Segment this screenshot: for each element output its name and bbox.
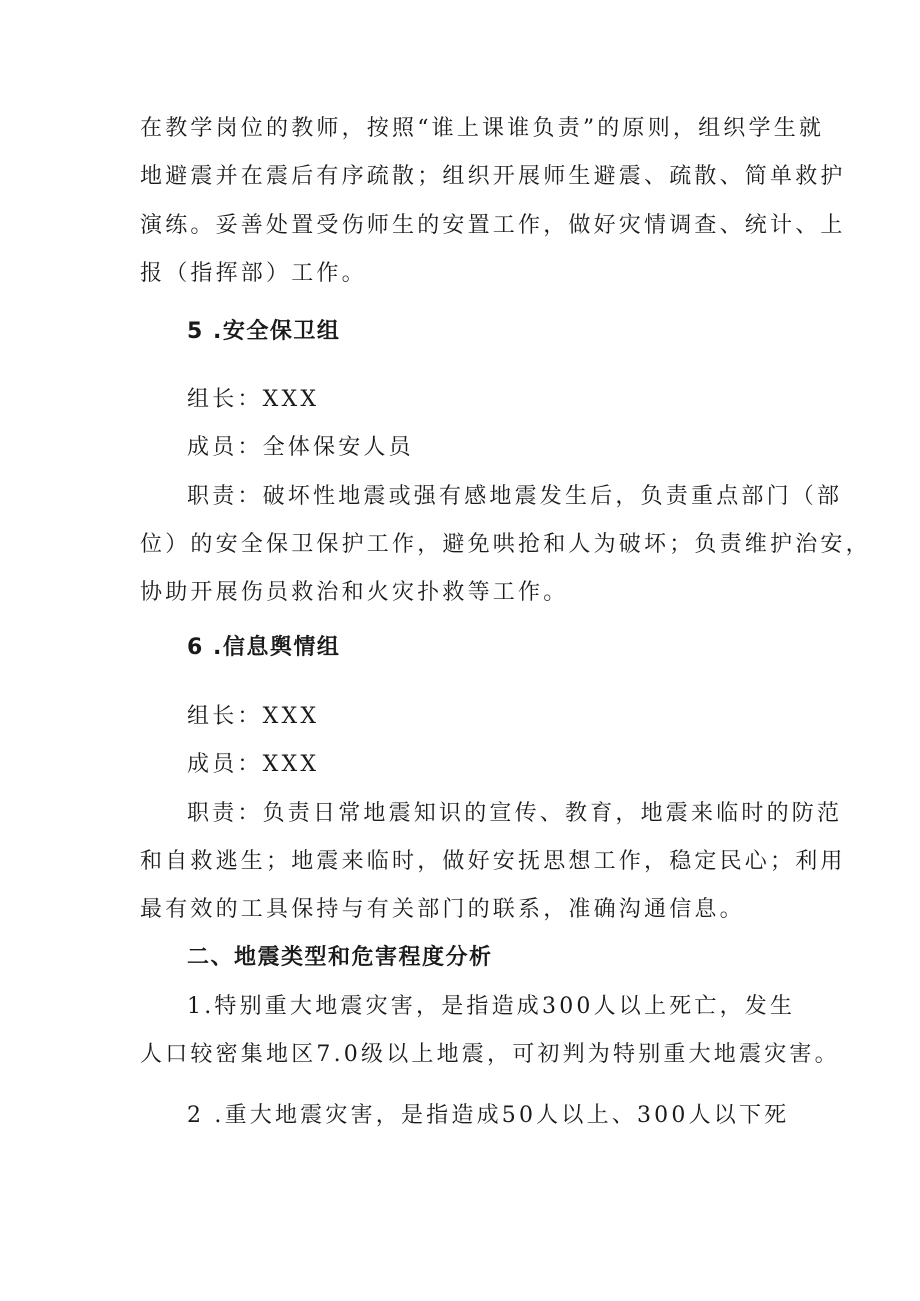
body-text-line: 报（指挥部）工作。 bbox=[140, 261, 367, 286]
body-text-line: 职责：破坏性地震或强有感地震发生后，负责重点部门（部 bbox=[187, 484, 843, 509]
body-text-line: 协助开展伤员救治和火灾扑救等工作。 bbox=[140, 580, 569, 605]
body-text-line: 演练。妥善处置受伤师生的安置工作，做好灾情调查、统计、上 bbox=[140, 213, 846, 238]
section-heading: 5 .安全保卫组 bbox=[187, 319, 341, 344]
body-text-line: 和自救逃生；地震来临时，做好安抚思想工作，稳定民心；利用 bbox=[140, 849, 846, 874]
body-text-line: 位）的安全保卫保护工作，避免哄抢和人为破坏；负责维护治安， bbox=[140, 532, 871, 557]
body-text-line: 成员：XXX bbox=[187, 752, 320, 777]
body-text-line: 2 .重大地震灾害，是指造成50人以上、300人以下死 bbox=[187, 1103, 790, 1128]
body-text-line: 人口较密集地区7.0级以上地震，可初判为特别重大地震灾害。 bbox=[140, 1042, 840, 1067]
section-heading: 6 .信息舆情组 bbox=[187, 635, 341, 660]
body-text-line: 职责：负责日常地震知识的宣传、教育，地震来临时的防范 bbox=[187, 801, 843, 826]
body-text-line: 组长：XXX bbox=[187, 704, 320, 729]
body-text-line: 组长：XXX bbox=[187, 387, 320, 412]
body-text-line: 1.特别重大地震灾害，是指造成300人以上死亡，发生 bbox=[187, 994, 796, 1019]
body-text-line: 在教学岗位的教师，按照“谁上课谁负责”的原则，组织学生就 bbox=[140, 116, 825, 141]
section-heading: 二、地震类型和危害程度分析 bbox=[187, 945, 493, 970]
body-text-line: 地避震并在震后有序疏散；组织开展师生避震、疏散、简单救护 bbox=[140, 164, 846, 189]
body-text-line: 最有效的工具保持与有关部门的联系，准确沟通信息。 bbox=[140, 897, 745, 922]
body-text-line: 成员：全体保安人员 bbox=[187, 435, 414, 460]
